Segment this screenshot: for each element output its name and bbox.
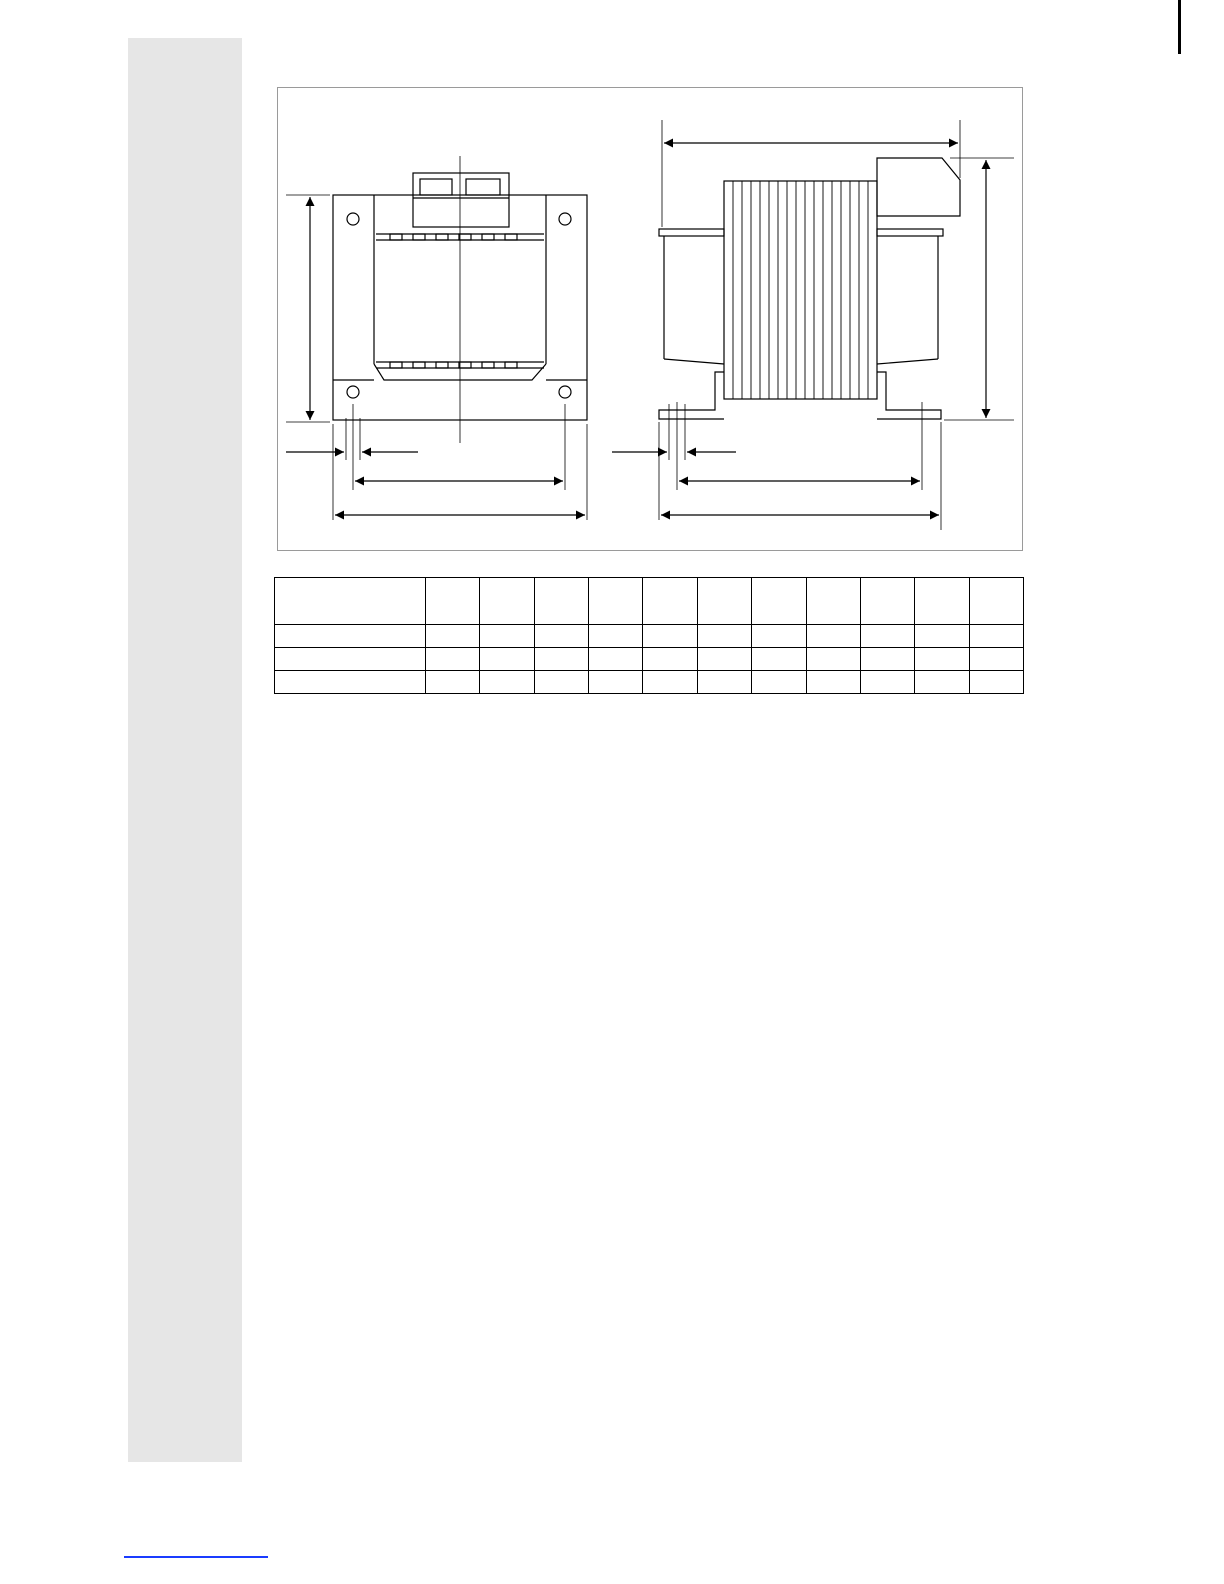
table-cell bbox=[697, 671, 751, 694]
table-cell bbox=[643, 671, 697, 694]
table-cell bbox=[426, 648, 480, 671]
mounting-hole bbox=[347, 386, 359, 398]
table-cell bbox=[426, 671, 480, 694]
table-cell bbox=[860, 625, 914, 648]
table-cell bbox=[806, 625, 860, 648]
coil-flange bbox=[877, 229, 943, 236]
table-row bbox=[275, 671, 1024, 694]
mounting-hole bbox=[347, 213, 359, 225]
table-cell bbox=[752, 625, 806, 648]
table-cell bbox=[969, 648, 1023, 671]
table-cell bbox=[969, 671, 1023, 694]
table-header-cell bbox=[860, 578, 914, 625]
terminal-box bbox=[877, 158, 960, 216]
table-cell bbox=[643, 648, 697, 671]
table-header-cell bbox=[275, 578, 426, 625]
table-cell bbox=[275, 671, 426, 694]
table-cell bbox=[915, 648, 969, 671]
left-margin-bar bbox=[128, 38, 242, 1462]
table-header-cell bbox=[589, 578, 643, 625]
table-cell bbox=[697, 648, 751, 671]
table-cell bbox=[275, 648, 426, 671]
table-cell bbox=[860, 648, 914, 671]
table-header-cell bbox=[969, 578, 1023, 625]
footnote-rule bbox=[124, 1556, 268, 1558]
dimension-table bbox=[274, 577, 1024, 694]
table-cell bbox=[752, 648, 806, 671]
table-row bbox=[275, 648, 1024, 671]
mounting-bracket bbox=[877, 372, 941, 419]
table-cell bbox=[589, 648, 643, 671]
table-header-cell bbox=[480, 578, 534, 625]
lamination-stack bbox=[724, 181, 877, 399]
table-cell bbox=[534, 671, 588, 694]
transformer-drawing bbox=[277, 87, 1023, 551]
table-cell bbox=[806, 671, 860, 694]
terminal-block bbox=[413, 173, 509, 227]
page-edge-mark bbox=[1178, 0, 1181, 54]
transformer-drawing-svg bbox=[278, 88, 1024, 552]
table-cell bbox=[534, 648, 588, 671]
table-header-cell bbox=[752, 578, 806, 625]
table-cell bbox=[643, 625, 697, 648]
bobbin-slots bbox=[390, 234, 517, 368]
table-cell bbox=[806, 648, 860, 671]
table-cell bbox=[589, 625, 643, 648]
table-cell bbox=[697, 625, 751, 648]
table-row bbox=[275, 625, 1024, 648]
table-cell bbox=[860, 671, 914, 694]
table-cell bbox=[589, 671, 643, 694]
table-header-cell bbox=[426, 578, 480, 625]
mounting-hole bbox=[559, 213, 571, 225]
table-cell bbox=[426, 625, 480, 648]
table-header-row bbox=[275, 578, 1024, 625]
table-cell bbox=[480, 625, 534, 648]
table-header-cell bbox=[643, 578, 697, 625]
table-cell bbox=[480, 671, 534, 694]
table-cell bbox=[275, 625, 426, 648]
table-cell bbox=[752, 671, 806, 694]
table-header-cell bbox=[534, 578, 588, 625]
table-cell bbox=[969, 625, 1023, 648]
table-cell bbox=[534, 625, 588, 648]
front-view bbox=[286, 156, 587, 520]
coil-flange bbox=[659, 229, 724, 236]
table-cell bbox=[915, 671, 969, 694]
table-header-cell bbox=[697, 578, 751, 625]
table-header-cell bbox=[915, 578, 969, 625]
lamination-lines bbox=[733, 181, 868, 399]
table-header-cell bbox=[806, 578, 860, 625]
mounting-hole bbox=[559, 386, 571, 398]
side-view bbox=[612, 120, 1014, 530]
table-cell bbox=[480, 648, 534, 671]
table-cell bbox=[915, 625, 969, 648]
